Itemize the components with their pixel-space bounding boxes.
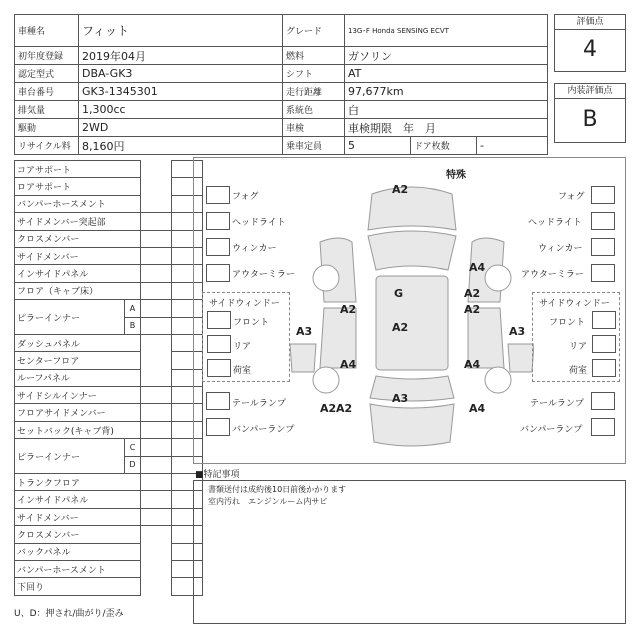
code-left-front-door: A2 (464, 287, 481, 300)
part-setback: セットバック(キャブ背) (15, 421, 141, 438)
side-window-right-cargo-checkbox[interactable] (592, 359, 616, 377)
side-window-right-group (532, 292, 620, 382)
capacity-label: 乗車定員 (283, 137, 345, 155)
side-window-left-label: サイドウィンドー (209, 299, 280, 309)
recycle-value: 8,160円 (79, 137, 283, 155)
part-floor-side-member: フロアサイドメンバー (15, 404, 141, 421)
model-value: DBA-GK3 (79, 65, 283, 83)
score-box (554, 14, 626, 72)
pillar-sub-a: A (125, 300, 141, 317)
code-right-front-door: A2 (340, 303, 357, 316)
bumper-lamp-left-label: バンパーランプ (232, 425, 295, 435)
pillar-sub-d: D (125, 456, 141, 473)
side-window-right-front-label: フロント (549, 318, 586, 328)
fuel-value: ガソリン (345, 47, 548, 65)
mirror-right-label: アウターミラー (521, 270, 584, 280)
shift-label: シフト (283, 65, 345, 83)
grade-value: 13G･F Honda SENSING ECVT (345, 15, 548, 47)
part-rear-support: ロアサポート (15, 178, 141, 195)
side-window-right-front-checkbox[interactable] (592, 311, 616, 329)
part-cross-member-front: クロスメンバー (15, 230, 141, 247)
drive-label: 駆動 (15, 119, 79, 137)
side-window-right-rear-label: リア (569, 342, 588, 352)
part-side-member-front: サイドメンバー突起部 (15, 213, 141, 230)
code-right-rear-door: A4 (340, 358, 357, 371)
inspection-label: 車検 (283, 119, 345, 137)
damage-diagram (193, 157, 626, 464)
special-label: 特殊 (446, 170, 466, 181)
color-label: 系統色 (283, 101, 345, 119)
pillar-sub-c: C (125, 439, 141, 456)
displacement-value: 1,300cc (79, 101, 283, 119)
capacity-value: 5 (345, 137, 411, 155)
bumper-lamp-right-label: バンパーランプ (520, 425, 583, 435)
interior-score-box (554, 83, 626, 143)
winker-left-label: ウィンカー (232, 244, 277, 254)
interior-score-label: 内装評価点 (555, 84, 625, 99)
inspection-value: 車検期限 年 月 (345, 119, 548, 137)
headlight-right-label: ヘッドライト (528, 218, 582, 228)
winker-right-checkbox[interactable] (591, 238, 615, 256)
score-value: 4 (583, 37, 597, 62)
first-reg-label: 初年度登録 (15, 47, 79, 65)
model-label: 認定型式 (15, 65, 79, 83)
tail-lamp-right-checkbox[interactable] (591, 392, 615, 410)
part-side-sill-inner: サイドシルインナー (15, 387, 141, 404)
remarks-line-1: 書類送付は成約後10日前後かかります (208, 485, 347, 494)
part-back-panel: バックパネル (15, 543, 141, 560)
part-cross-member-rear: クロスメンバー (15, 526, 141, 543)
part-bumper-hose-front: バンパーホースメント (15, 195, 141, 212)
part-pillar-inner-1: ピラーインナー (15, 300, 125, 335)
first-reg-value: 2019年04月 (79, 47, 283, 65)
code-rear-right-fender: A4 (469, 402, 486, 415)
part-dash-panel: ダッシュパネル (15, 334, 141, 351)
footnote: U、D：押され/曲がり/歪み (14, 609, 124, 619)
shift-value: AT (345, 65, 548, 83)
side-window-left-rear-checkbox[interactable] (207, 335, 231, 353)
fuel-label: 燃料 (283, 47, 345, 65)
interior-score-value: B (582, 107, 598, 132)
bumper-lamp-right-checkbox[interactable] (591, 418, 615, 436)
part-side-member-2: サイドメンバー (15, 508, 141, 525)
tail-lamp-left-label: テールランプ (232, 399, 286, 409)
mirror-left-label: アウターミラー (232, 270, 295, 280)
part-roof-panel: ルーフパネル (15, 369, 141, 386)
drive-value: 2WD (79, 119, 283, 137)
chassis-value: GK3-1345301 (79, 83, 283, 101)
code-rear-left-fender-b: A2 (336, 402, 353, 415)
fog-right-checkbox[interactable] (591, 186, 615, 204)
side-window-right-cargo-label: 荷室 (569, 366, 588, 376)
fog-left-checkbox[interactable] (206, 186, 230, 204)
car-type-label: 車種名 (15, 15, 79, 47)
color-value: 白 (345, 101, 548, 119)
code-right-side: A3 (509, 325, 526, 338)
code-left-side: A3 (296, 325, 313, 338)
recycle-label: リサイクル料 (15, 137, 79, 155)
part-inside-panel-1: インサイドパネル (15, 265, 141, 282)
vehicle-info-table (14, 14, 548, 155)
mileage-value: 97,677km (345, 83, 548, 101)
part-floor: フロア（キャブ床） (15, 282, 141, 299)
part-trunk-floor: トランクフロア (15, 474, 141, 491)
side-window-right-rear-checkbox[interactable] (592, 335, 616, 353)
code-left-front-fender: A4 (469, 261, 486, 274)
side-window-left-group (202, 292, 290, 382)
part-pillar-inner-2: ピラーインナー (15, 439, 125, 474)
side-window-right-label: サイドウィンドー (539, 299, 610, 309)
code-left-rear-door: A4 (464, 358, 481, 371)
displacement-label: 排気量 (15, 101, 79, 119)
score-label: 評価点 (555, 15, 625, 30)
winker-right-label: ウィンカー (538, 244, 583, 254)
car-type-value: フィット (79, 15, 283, 47)
code-left-front-door-b: A2 (464, 303, 481, 316)
tail-lamp-left-checkbox[interactable] (206, 392, 230, 410)
mileage-label: 走行距離 (283, 83, 345, 101)
side-window-left-front-checkbox[interactable] (207, 311, 231, 329)
part-side-member-1: サイドメンバー (15, 247, 141, 264)
side-window-left-rear-label: リア (233, 342, 252, 352)
fog-left-label: フォグ (232, 192, 259, 202)
part-inside-panel-2: インサイドパネル (15, 491, 141, 508)
chassis-label: 車台番号 (15, 83, 79, 101)
winker-left-checkbox[interactable] (206, 238, 230, 256)
code-roof: A2 (392, 321, 409, 334)
remarks-box (193, 480, 626, 624)
bumper-lamp-left-checkbox[interactable] (206, 418, 230, 436)
part-under: 下回り (15, 578, 141, 595)
code-windshield: G (394, 287, 404, 300)
frame-parts-table (14, 160, 203, 596)
code-hood: A2 (392, 183, 409, 196)
remarks-line-2: 室内汚れ エンジンルーム内サビ (208, 497, 328, 506)
pillar-sub-b: B (125, 317, 141, 334)
headlight-left-checkbox[interactable] (206, 212, 230, 230)
code-back-door: A3 (392, 392, 409, 405)
tail-lamp-right-label: テールランプ (530, 399, 584, 409)
remarks-title: ■特記事項 (195, 470, 240, 480)
side-window-left-front-label: フロント (233, 318, 270, 328)
part-center-floor: センターフロア (15, 352, 141, 369)
side-window-left-cargo-checkbox[interactable] (207, 359, 231, 377)
code-rear-left-fender-a: A2 (320, 402, 337, 415)
fog-right-label: フォグ (558, 192, 585, 202)
grade-label: グレード (283, 15, 345, 47)
headlight-left-label: ヘッドライト (232, 218, 286, 228)
mirror-left-checkbox[interactable] (206, 264, 230, 282)
doors-value: - (477, 137, 548, 155)
doors-label: ドア枚数 (411, 137, 477, 155)
part-core-support: コアサポート (15, 161, 141, 178)
headlight-right-checkbox[interactable] (591, 212, 615, 230)
part-bumper-hose-rear: バンパーホースメント (15, 560, 141, 577)
side-window-left-cargo-label: 荷室 (233, 366, 252, 376)
mirror-right-checkbox[interactable] (591, 264, 615, 282)
